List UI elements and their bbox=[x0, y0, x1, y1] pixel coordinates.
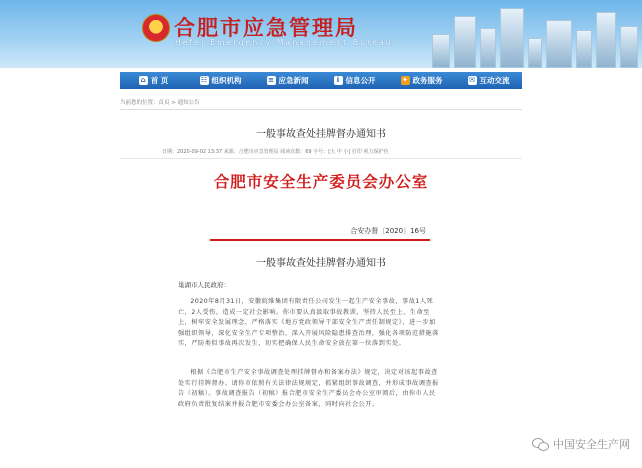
document-body bbox=[120, 162, 522, 468]
news-icon: ≡ bbox=[268, 76, 274, 84]
nav-item-label: 互动交流 bbox=[479, 76, 510, 85]
wechat-icon bbox=[532, 438, 548, 451]
main-nav bbox=[120, 72, 522, 89]
site-subtitle: Hefei Emergency Management Bureau bbox=[175, 38, 393, 47]
nav-item-home[interactable] bbox=[120, 75, 187, 86]
document-title: 一般事故查处挂牌督办通知书 bbox=[256, 258, 386, 269]
article-meta: 日期：2020-09-02 13:37 来源：合肥市应急管理局 阅读次数：69 字号：[大 中 小] 打印 视力保护色 bbox=[120, 145, 522, 159]
document-number: 合安办督〔2020〕16号 bbox=[350, 227, 426, 235]
national-emblem-icon bbox=[142, 14, 170, 42]
nav-item-label: 首 页 bbox=[150, 76, 169, 85]
watermark bbox=[532, 436, 630, 452]
nav-item-interaction[interactable] bbox=[455, 75, 522, 86]
home-icon: ⌂ bbox=[140, 76, 146, 84]
site-title[interactable]: 合肥市应急管理局 bbox=[174, 15, 358, 40]
document-paragraph: 根据《合肥市生产安全事故调查处理挂牌督办和备案办法》规定，决定对该起事故查处实行挂牌督办。请你市依照有关法律法规规定，抓紧组织事故调查，并形成事故调查报告（初稿）。事故调查报告（初稿）报合肥市安全生产委员会办公室审阅后，由你市人民政府负责批复结案并报合肥市安委会办公室备案，同时向社会公开。 bbox=[178, 369, 439, 408]
city-skyline-image bbox=[392, 0, 642, 68]
watermark-text: 中国安全生产网 bbox=[553, 438, 630, 451]
nav-item-info-disclosure[interactable] bbox=[321, 75, 388, 86]
nav-item-news[interactable] bbox=[254, 75, 321, 86]
breadcrumb[interactable]: 当前您的位置：首页 > 通知公告 bbox=[120, 98, 522, 110]
document-paragraph: 2020年8月31日，安徽皖维集团有限责任公司发生一起生产安全事故，事故1人死亡，2人受伤，造成一定社会影响。你市要认真汲取事故教训，坚持人民至上、生命至上，树牢安全发展理念，严格落实《地方党政领导干部安全生产责任制规定》，进一步加强组织领导，深化安全生产专项整治，深入开展风险隐患排查治理，强化各项防范措施落实，严防类似事故再次发生，切实把确保人民生命安全放在第一位落到实处。 bbox=[178, 298, 439, 347]
nav-item-label: 信息公开 bbox=[345, 76, 376, 85]
red-divider bbox=[210, 239, 430, 241]
info-icon: i bbox=[334, 76, 343, 85]
page-title: 一般事故查处挂牌督办通知书 bbox=[256, 129, 386, 140]
nav-item-label: 应急新闻 bbox=[278, 76, 309, 85]
nav-item-label: 组织机构 bbox=[211, 76, 242, 85]
org-icon: ☷ bbox=[200, 76, 208, 84]
document-issuer-header: 合肥市安全生产委员会办公室 bbox=[213, 172, 429, 191]
site-header-banner bbox=[0, 0, 642, 68]
nav-item-gov-services[interactable] bbox=[388, 75, 455, 86]
document-addressee: 巢湖市人民政府： bbox=[178, 281, 230, 289]
nav-item-label: 政务服务 bbox=[412, 76, 443, 85]
nav-item-organization[interactable] bbox=[187, 75, 254, 86]
chat-icon: ✉ bbox=[469, 76, 475, 84]
service-icon: ✦ bbox=[402, 76, 408, 84]
